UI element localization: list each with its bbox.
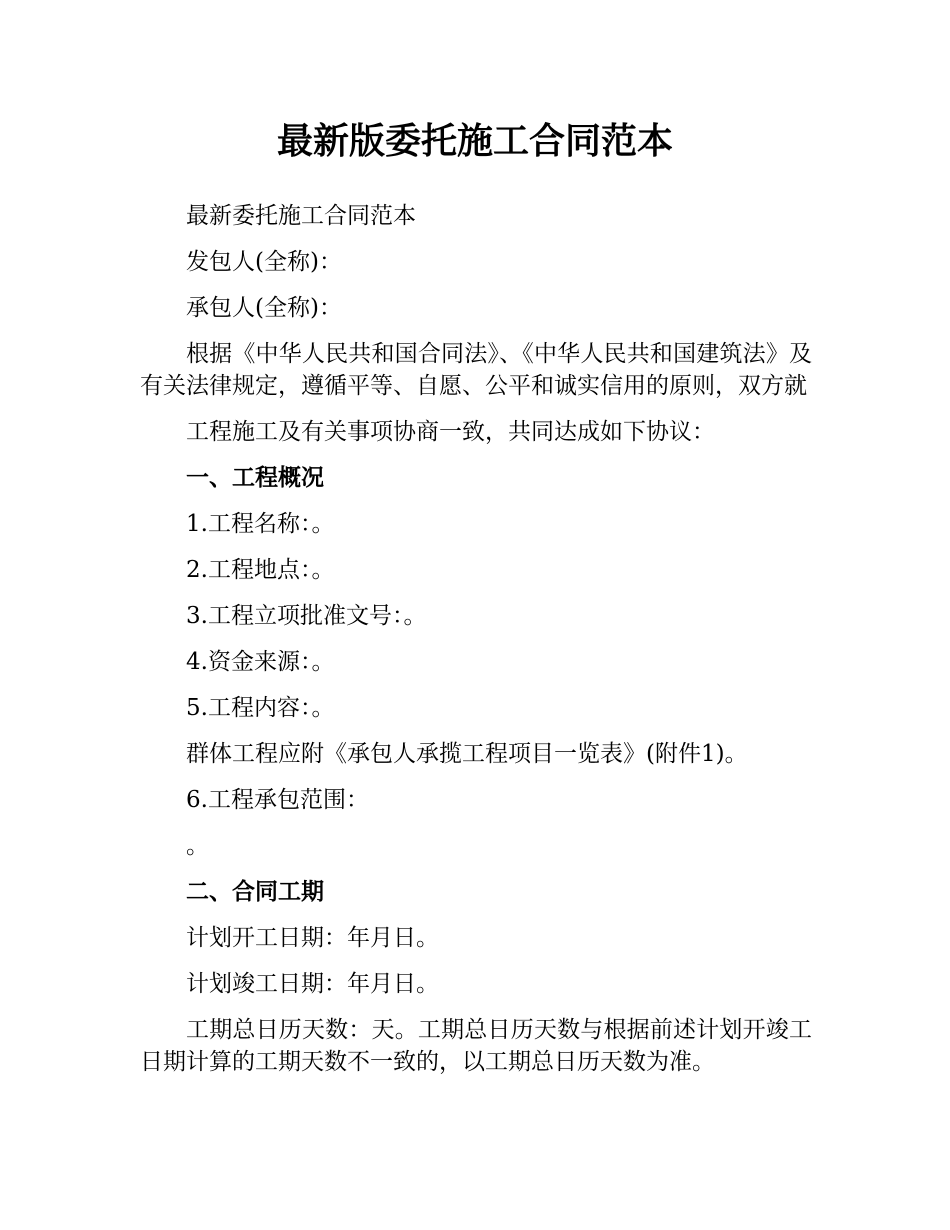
paragraph-project-name: 1.工程名称：。 [186,511,335,537]
paragraph-legal-basis: 根据《中华人民共和国合同法》、《中华人民共和国建筑法》及有关法律规定，遵循平等、自愿、公平和诚实信用的原则，双方就 [140,341,812,399]
paragraph-approval-number: 3.工程立项批准文号：。 [186,603,427,629]
section-heading-project-overview: 一、工程概况 [186,465,324,491]
paragraph-subtitle: 最新委托施工合同范本 [186,203,416,229]
paragraph-project-content: 5.工程内容：。 [186,695,335,721]
paragraph-planned-start: 计划开工日期：年月日。 [186,925,439,951]
paragraph-funding-source: 4.资金来源：。 [186,649,335,675]
section-heading-contract-period: 二、合同工期 [186,879,324,905]
paragraph-agreement: 工程施工及有关事项协商一致，共同达成如下协议： [186,419,715,445]
paragraph-employer: 发包人(全称)： [186,249,342,275]
paragraph-group-project-note: 群体工程应附《承包人承揽工程项目一览表》(附件1)。 [186,741,748,767]
document-title: 最新版委托施工合同范本 [276,121,673,162]
paragraph-project-location: 2.工程地点：。 [186,557,335,583]
paragraph-planned-completion: 计划竣工日期：年月日。 [186,971,439,997]
document-body [140,200,812,1092]
paragraph-scope-blank: 。 [186,833,209,859]
paragraph-contractor: 承包人(全称)： [186,295,342,321]
paragraph-total-duration: 工期总日历天数：天。工期总日历天数与根据前述计划开竣工日期计算的工期天数不一致的，以工期总日历天数为准。 [140,1017,812,1075]
paragraph-contract-scope: 6.工程承包范围： [186,787,369,813]
